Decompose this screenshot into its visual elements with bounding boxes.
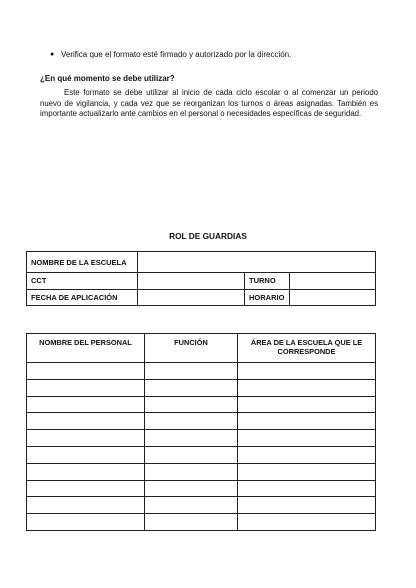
staff-area-cell[interactable] [238, 430, 376, 447]
staff-area-cell[interactable] [238, 463, 376, 480]
horario-label: HORARIO [245, 289, 290, 306]
table-row [27, 396, 376, 413]
table-row [27, 413, 376, 430]
table-row [27, 379, 376, 396]
staff-function-cell[interactable] [145, 463, 238, 480]
staff-area-cell[interactable] [238, 396, 376, 413]
staff-name-cell[interactable] [27, 413, 145, 430]
staff-function-cell[interactable] [145, 497, 238, 514]
fecha-label: FECHA DE APLICACIÓN [27, 289, 138, 306]
column-header-function: FUNCIÓN [145, 334, 238, 363]
table-row [27, 363, 376, 380]
staff-area-cell[interactable] [238, 363, 376, 380]
staff-function-cell[interactable] [145, 480, 238, 497]
staff-area-cell[interactable] [238, 480, 376, 497]
table-row [27, 497, 376, 514]
table-row [27, 480, 376, 497]
school-name-row [27, 252, 376, 273]
form-title: ROL DE GUARDIAS [169, 231, 247, 241]
table-row [27, 446, 376, 463]
fecha-row [27, 289, 376, 306]
staff-area-cell[interactable] [238, 514, 376, 531]
section-question: ¿En qué momento se debe utilizar? [40, 74, 175, 83]
fecha-field[interactable] [138, 289, 245, 306]
staff-function-cell[interactable] [145, 413, 238, 430]
staff-name-cell[interactable] [27, 379, 145, 396]
staff-name-cell[interactable] [27, 430, 145, 447]
cct-field[interactable] [138, 273, 245, 290]
staff-function-cell[interactable] [145, 514, 238, 531]
staff-name-cell[interactable] [27, 480, 145, 497]
staff-name-cell[interactable] [27, 363, 145, 380]
bullet-text: Verifica que el formato esté firmado y autorizado por la dirección. [61, 50, 292, 59]
table-row [27, 514, 376, 531]
staff-function-cell[interactable] [145, 430, 238, 447]
staff-area-cell[interactable] [238, 379, 376, 396]
bullet-item [40, 49, 380, 60]
staff-table-body [27, 363, 376, 531]
cct-row [27, 273, 376, 290]
staff-header-row [27, 334, 376, 363]
usage-paragraph: Este formato se debe utilizar al inicio de cada ciclo escolar o al comenzar un periodo nuevo de vigilancia, y cada vez que se reorganizan los turnos o áreas asignadas. También es importante actualizarlo ante cambios en el personal o necesidades específicas de seguridad. [40, 88, 378, 118]
school-name-label: NOMBRE DE LA ESCUELA [27, 252, 138, 273]
table-row [27, 430, 376, 447]
turno-field[interactable] [290, 273, 376, 290]
cct-label: CCT [27, 273, 138, 290]
staff-name-cell[interactable] [27, 446, 145, 463]
staff-area-cell[interactable] [238, 446, 376, 463]
school-name-field[interactable] [138, 252, 376, 273]
staff-name-cell[interactable] [27, 514, 145, 531]
staff-function-cell[interactable] [145, 379, 238, 396]
staff-function-cell[interactable] [145, 446, 238, 463]
bullet-dot-icon: ● [50, 51, 55, 58]
staff-table [26, 333, 376, 531]
table-row [27, 463, 376, 480]
staff-name-cell[interactable] [27, 396, 145, 413]
staff-name-cell[interactable] [27, 497, 145, 514]
staff-function-cell[interactable] [145, 363, 238, 380]
staff-name-cell[interactable] [27, 463, 145, 480]
school-info-table [26, 251, 376, 306]
horario-field[interactable] [290, 289, 376, 306]
staff-function-cell[interactable] [145, 396, 238, 413]
staff-area-cell[interactable] [238, 497, 376, 514]
column-header-area: ÁREA DE LA ESCUELA QUE LE CORRESPONDE [238, 334, 376, 363]
column-header-name: NOMBRE DEL PERSONAL [27, 334, 145, 363]
turno-label: TURNO [245, 273, 290, 290]
staff-area-cell[interactable] [238, 413, 376, 430]
